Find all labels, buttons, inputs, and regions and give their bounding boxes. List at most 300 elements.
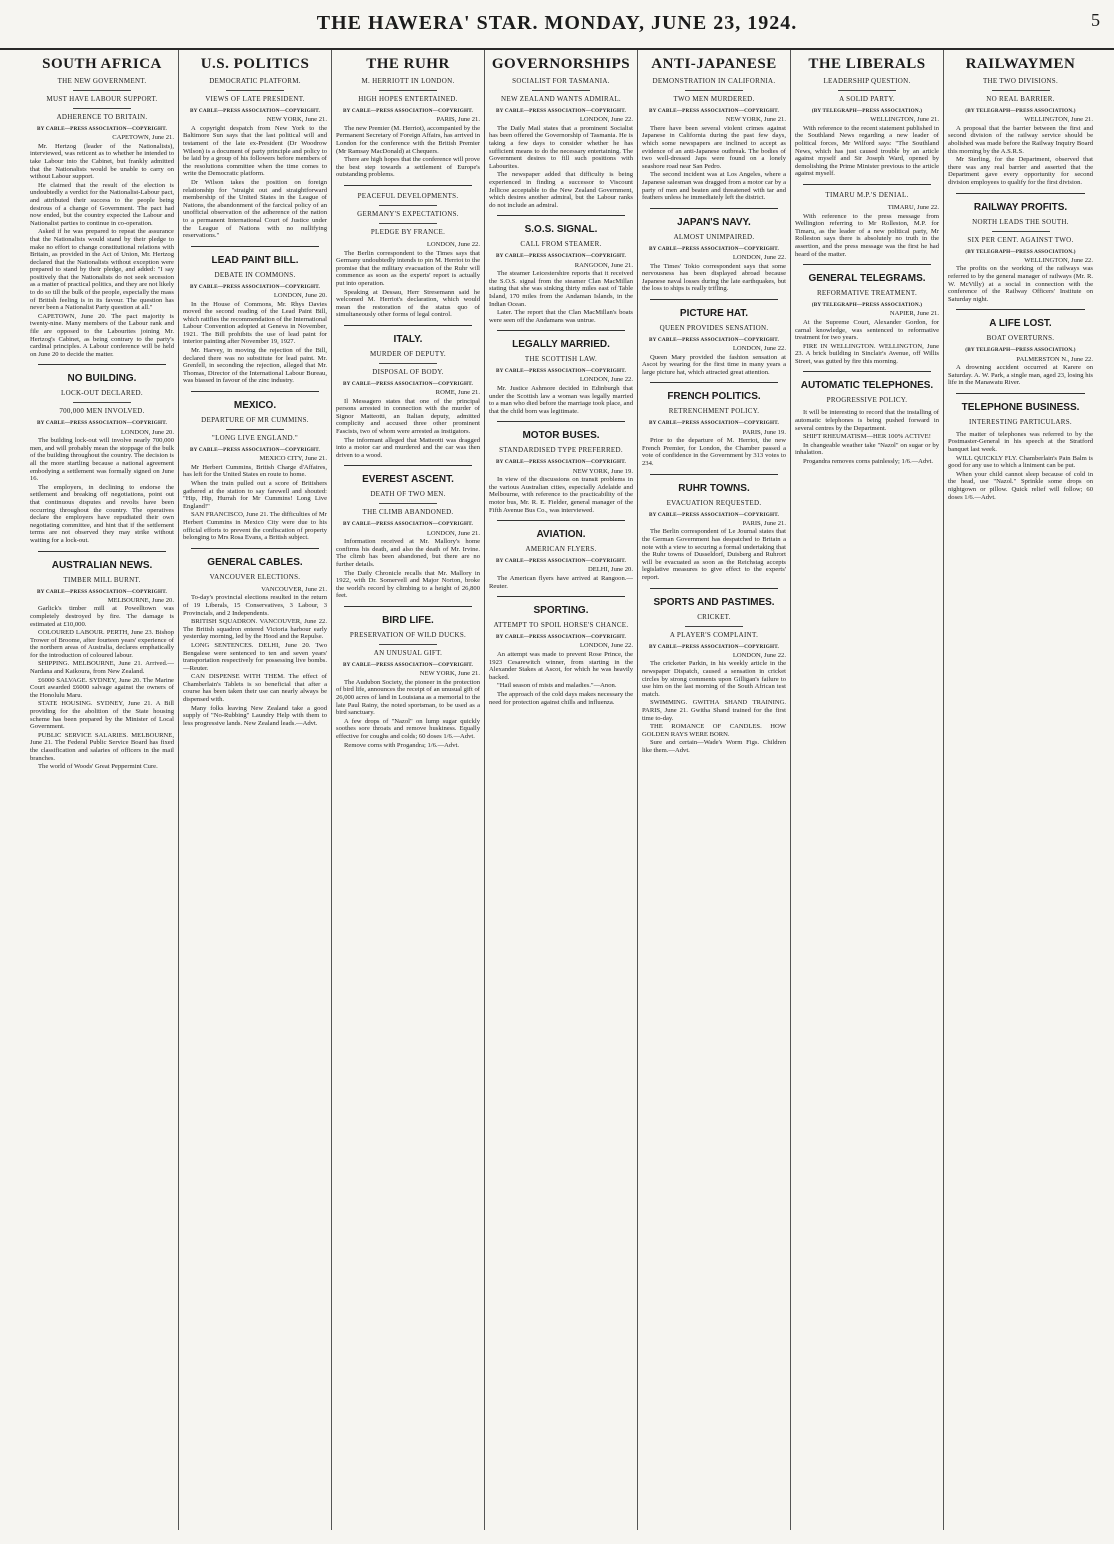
news-article [336,56,480,179]
article-dateline: CAPETOWN, June 21. [112,134,174,142]
article-headline: RUHR TOWNS. [678,482,750,494]
news-article [336,606,480,749]
article-paragraph: WILL QUICKLY FLY. Chamberlain's Pain Balm is good for any use to which a liniment can be put. [948,454,1093,470]
news-article [336,465,480,600]
subheading-rule [379,223,437,224]
article-headline: FRENCH POLITICS. [667,391,761,403]
article-body [642,263,786,293]
article-paragraph: There are high hopes that the conference will prove the best step towards a settlement of Europe's outstanding problems. [336,156,480,179]
subheading-rule [379,90,437,91]
article-subheading: STANDARDISED TYPE PREFERRED. [499,446,623,455]
article-byline: BY CABLE—PRESS ASSOCIATION—COPYRIGHT. [496,459,626,466]
subheading-rule [73,402,131,403]
article-paragraph: The new Premier (M. Herriot), accompanied by the Permanent Secretary of Foreign Affairs, has arrived in London for the conference with the British Premier (Mr Ramsay MacDonald) at Chequers. [336,124,480,155]
article-paragraph: Dr Wilson takes the position on foreign relationship for "straight out and straightforward membership of the United States in the League of Nations, the abandonment of the farcical policy of an unofficial observation of the adherence of the nation to a permanent International Court of Justice under the League of Nations with no nullifying reservations." [183,178,327,240]
article-separator [191,391,319,392]
article-byline: (BY TELEGRAPH—PRESS ASSOCIATION.) [965,347,1076,354]
article-dateline: NEW YORK, June 21. [419,670,480,678]
article-dateline: PARIS, June 21. [742,519,786,527]
article-separator [650,299,778,300]
article-paragraph: Later. The report that the Clan MacMillan's boats were seen off the Andamans was untrue. [489,309,633,324]
article-paragraph: In view of the discussions on transit problems in the various Australian cities, especially Adelaide and Melbourne, with reference to the practicability of the motor bus, Mr. R. E. Fielder, general manager of the Fifth Avenue Bus Co., was interviewed. [489,476,633,514]
article-byline: BY CABLE—PRESS ASSOCIATION—COPYRIGHT. [190,447,320,454]
article-subheading: A PLAYER'S COMPLAINT. [669,630,759,639]
article-paragraph: A copyright despatch from New York to the Baltimore Sun says that the last political will and testament of the late ex-President (Dr Woodrow Wilson) is a document of party principle and policy to be laid by a group of his followers before members of the resolutions committee when the time comes to write the Democratic platform. [183,124,327,178]
news-article [948,56,1093,187]
article-paragraph: Many folks leaving New Zealand take a good supply of "No-Rubbing" Laundry Help with them to less progressive lands. New Zealand leads.—Advt. [183,704,327,727]
article-dateline: LONDON, June 21. [426,529,480,537]
article-paragraph: The Daily Mail states that a prominent Socialist has been offered the Governorship of Tasmania. He is taking a few days to consider whether he has sufficient means to do the necessary entertaining. The Government desires to fill such positions with Labourites. [489,124,633,170]
article-body [489,270,633,324]
article-body [795,319,939,366]
article-separator [38,364,166,365]
article-byline: BY CABLE—PRESS ASSOCIATION—COPYRIGHT. [496,634,626,641]
subheading-rule [685,90,743,91]
article-subheading: SOCIALIST FOR TASMANIA. [512,77,610,85]
article-headline: MOTOR BUSES. [522,430,600,442]
article-dateline: WELLINGTON, June 22. [1024,256,1093,264]
subheading-rule [226,90,284,91]
news-article [489,215,633,324]
article-body [795,125,939,178]
article-separator [803,264,931,265]
article-headline: ANTI-JAPANESE [651,56,777,72]
article-dateline: LONDON, June 20. [120,428,174,436]
article-subheading: QUEEN PROVIDES SENSATION. [659,323,769,332]
article-headline: SPORTS AND PASTIMES. [653,596,775,608]
article-body [336,538,480,600]
article-headline: JAPAN'S NAVY. [677,216,751,228]
article-subheading: PRESERVATION OF WILD DUCKS. [349,630,467,639]
article-byline: BY CABLE—PRESS ASSOCIATION—COPYRIGHT. [37,126,167,132]
article-byline: BY CABLE—PRESS ASSOCIATION—COPYRIGHT. [190,108,320,114]
page-number: 5 [1091,10,1100,30]
news-column [332,50,485,1530]
article-separator [650,474,778,475]
newspaper-title: THE HAWERA' STAR. MONDAY, JUNE 23, 1924. [316,12,798,34]
article-paragraph: At the Supreme Court, Alexander Gordon, for carnal knowledge, was sentenced to reformative treatment for two years. [795,318,939,342]
article-subheading: ALMOST UNIMPAIRED. [673,232,755,241]
article-paragraph: Il Messagero states that one of the principal persons arrested in connection with the murder of Signor Matteotti, an Italian deputy, admitted complicity and accused three other prominent Fascists, two of whom were arrested as instigators. [336,397,480,436]
article-paragraph: The informant alleged that Matteotti was dragged into a motor car and murdered and the car was then driven to a wood. [336,436,480,459]
article-body [489,125,633,210]
news-article [642,474,786,582]
article-subheading: HIGH HOPES ENTERTAINED. [358,95,458,103]
article-body [642,528,786,581]
news-article [642,588,786,755]
article-body [183,125,327,240]
article-separator [956,309,1085,310]
article-paragraph: Sure and certain—Wade's Worm Figs. Children like them.—Advt. [642,739,786,754]
article-separator [344,185,472,186]
article-subheading: LEADERSHIP QUESTION. [823,77,911,85]
article-paragraph: When the train pulled out a score of Britishers gathered at the station to say farewell and shouted: "Hip, Hip, Hurrah for Mr Cummins! Long Live England!" [183,480,327,510]
masthead [0,0,1114,50]
article-byline: BY CABLE—PRESS ASSOCIATION—COPYRIGHT. [343,521,473,528]
article-headline: THE LIBERALS [808,56,926,72]
article-byline: BY CABLE—PRESS ASSOCIATION—COPYRIGHT. [649,420,779,427]
article-body [336,398,480,460]
article-dateline: LONDON, June 22. [732,345,786,353]
article-separator [650,382,778,383]
article-paragraph: Speaking at Dessau, Herr Stresemann said he welcomed M. Herriot's declaration, which would mean the restoration of the status quo of simultaneously other forms of legal control. [336,288,480,319]
news-article [30,551,174,771]
article-subheading: AN UNUSUAL GIFT. [373,648,443,657]
article-headline: S.O.S. SIGNAL. [524,224,598,236]
article-headline: EVEREST ASCENT. [362,474,454,486]
article-subheading: THE NEW GOVERNMENT. [57,77,147,85]
article-separator [956,393,1085,394]
article-paragraph: SHIFT RHEUMATISM—HER 100% ACTIVE! [803,433,931,441]
news-article [948,309,1093,387]
article-body [948,364,1093,387]
article-body [948,431,1093,501]
article-paragraph: SAN FRANCISCO, June 21. The difficulties of Mr Herbert Cummins in Mexico City were due to his official efforts to prevent the confiscation of property belonging to Mrs Rosa Evans, a British subject. [183,511,327,542]
article-paragraph: The world of Woods' Great Peppermint Cure. [38,763,158,771]
news-article [795,184,939,258]
article-subheading: NORTH LEADS THE SOUTH. [972,217,1069,226]
article-paragraph: When your child cannot sleep because of cold in the head, use "Nazol." Sprinkle some drops on nightgown or pillow. Quick relief will follow; 60 doses 1/6.—Advt. [948,470,1093,501]
subheading-rule [379,503,437,504]
article-paragraph: Remove corns with Progandra; 1/6.—Advt. [344,741,460,749]
article-headline: A LIFE LOST. [989,318,1052,330]
article-subheading: A SOLID PARTY. [839,95,895,103]
news-article [30,56,174,358]
article-paragraph: SHIPPING. MELBOURNE, June 21. Arrived.—Nardana and Kaikoura, from New Zealand. [30,660,174,676]
news-article [642,56,786,202]
article-separator [956,193,1085,194]
subheading-rule [379,644,437,645]
news-article [336,185,480,319]
article-headline: GENERAL TELEGRAMS. [808,273,926,285]
article-subheading: TWO MEN MURDERED. [673,95,755,103]
news-column [485,50,638,1530]
article-subheading: DEPARTURE OF MR CUMMINS. [201,416,309,425]
article-paragraph: The Audubon Society, the pioneer in the protection of bird life, announces the receipt of an unusual gift of 26,000 acres of land in Louisiana as a memorial to the late Paul Rainy, the noted sportsman, to be used as a bird sanctuary. [336,678,480,717]
article-dateline: NEW YORK, June 19. [572,467,633,475]
article-subheading: PLEDGE BY FRANCE. [370,227,446,236]
article-paragraph: Mr. Hertzog (leader of the Nationalists), interviewed, was reticent as to whether he intended to take Labour into the Cabinet, but frankly admitted that the Nationalists would be unable to carry on without Labour support. [30,142,174,181]
article-subheading: NO REAL BARRIER. [986,95,1055,103]
news-article [489,330,633,415]
subheading-rule [226,429,284,430]
article-body [336,250,480,319]
article-dateline: LONDON, June 22. [732,651,786,659]
subheading-rule [685,626,743,627]
article-body [948,125,1093,187]
article-subheading: TIMBER MILL BURNT. [63,575,141,584]
article-separator [650,208,778,209]
news-article [183,246,327,385]
news-column [26,50,179,1530]
article-subheading: GERMANY'S EXPECTATIONS. [357,209,459,218]
article-headline: GOVERNORSHIPS [491,56,631,72]
article-paragraph: LONG SENTENCES. DELHI, June 20. Two Bengalese were sentenced to ten and seven years' transportation respectively for possessing live bombs.—Reuter. [183,641,327,672]
article-paragraph: Mr Sterling, for the Department, observed that there was any real barrier and asserted that the Department gave every opportunity for second division employees to qualify for the first division. [948,156,1093,186]
article-dateline: MEXICO CITY, June 21. [259,455,327,463]
article-paragraph: Mr. Harvey, in moving the rejection of the Bill, declared there was no substitute for lead paint. Mr. Grenfell, in seconding the rejection, alleged that Mr. Thomas, Director of the International Labour Bureau, was biassed in favour of the zinc industry. [183,347,327,385]
subheading-rule [532,90,590,91]
article-dateline: NEW YORK, June 21. [266,116,327,124]
article-subheading: BOAT OVERTURNS. [986,334,1055,343]
article-headline: RAILWAYMEN [965,56,1076,72]
article-subheading: DEMONSTRATION IN CALIFORNIA. [652,77,776,85]
article-headline: PICTURE HAT. [679,307,749,319]
article-separator [38,551,166,552]
article-subheading: DEMOCRATIC PLATFORM. [209,77,301,85]
article-subheading: M. HERRIOTT IN LONDON. [361,77,455,85]
article-body [489,385,633,415]
article-subheading: 700,000 MEN INVOLVED. [59,407,145,416]
news-article [183,56,327,240]
article-paragraph: An attempt was made to prevent Rose Prince, the 1923 Cesarewitch winner, from starting in the Alexander Stakes at Ascot, for which he was heavily backed. [489,651,633,681]
article-byline: BY CABLE—PRESS ASSOCIATION—COPYRIGHT. [496,368,626,375]
article-separator [803,184,931,185]
subheading-rule [838,90,896,91]
news-article [642,208,786,293]
article-paragraph: Mr Herbert Cummins, British Charge d'Affaires, has left for the United States en route to home. [183,463,327,479]
news-article [489,421,633,514]
article-dateline: VANCOUVER, June 21. [261,585,327,593]
article-subheading: ATTEMPT TO SPOIL HORSE'S CHANCE. [493,621,629,630]
article-paragraph: It will be interesting to record that the installing of automatic telephones is being pushed forward in several centres by the Department. [795,409,939,432]
article-byline: (BY TELEGRAPH—PRESS ASSOCIATION.) [965,108,1076,114]
news-article [948,193,1093,304]
article-dateline: PALMERSTON N., June 22. [1016,355,1093,363]
article-dateline: LONDON, June 22. [426,240,480,248]
article-headline: THE RUHR [366,56,450,72]
news-article [183,548,327,728]
article-subheading: MUST HAVE LABOUR SUPPORT. [46,95,158,103]
news-article [183,391,327,542]
article-subheading: SIX PER CENT. AGAINST TWO. [967,235,1074,244]
article-dateline: NEW YORK, June 21. [725,116,786,124]
news-article [30,364,174,544]
article-byline: BY CABLE—PRESS ASSOCIATION—COPYRIGHT. [496,558,626,565]
article-separator [344,606,472,607]
article-separator [191,548,319,549]
article-body [183,464,327,542]
news-article [795,56,939,178]
article-paragraph: £6000 SALVAGE. SYDNEY, June 20. The Marine Court awarded £6000 salvage against the owners of the Honolulu Maru. [30,676,174,699]
article-dateline: WELLINGTON, June 21. [1024,116,1093,124]
news-article [795,371,939,465]
news-article [642,299,786,377]
article-separator [497,215,625,216]
article-headline: TELEPHONE BUSINESS. [961,401,1080,413]
article-body [489,651,633,706]
article-byline: BY CABLE—PRESS ASSOCIATION—COPYRIGHT. [649,643,779,650]
article-body [30,143,174,359]
article-dateline: TIMARU, June 22. [887,203,939,211]
article-paragraph: The American flyers have arrived at Rangoon.—Reuter. [489,575,633,590]
article-dateline: LONDON, June 22. [732,253,786,261]
article-paragraph: With reference to the recent statement published in the Southland News regarding a new leader of political forces, Mr Wilford says: "The Southland News, which has just caused trouble by an article against myself and Sir Joseph Ward, opened by demolishing the Prime Minister previous to the article against myself. [795,124,939,178]
article-byline: BY CABLE—PRESS ASSOCIATION—COPYRIGHT. [496,108,626,114]
article-subheading: THE CLIMB ABANDONED. [362,508,454,517]
article-subheading: ADHERENCE TO BRITAIN. [56,113,148,121]
article-byline: BY CABLE—PRESS ASSOCIATION—COPYRIGHT. [649,108,779,114]
article-body [795,213,939,259]
article-byline: (BY TELEGRAPH—PRESS ASSOCIATION.) [965,248,1076,255]
subheading-rule [379,205,437,206]
article-byline: BY CABLE—PRESS ASSOCIATION—COPYRIGHT. [343,661,473,668]
article-paragraph: To-day's provincial elections resulted in the return of 19 Liberals, 15 Conservatives, 3 Labour, 3 Provincials, and 2 Independents. [183,594,327,617]
article-subheading: AMERICAN FLYERS. [525,545,597,554]
article-separator [344,325,472,326]
article-byline: BY CABLE—PRESS ASSOCIATION—COPYRIGHT. [37,588,167,595]
article-paragraph: Queen Mary provided the fashion sensation at Ascot by wearing for the first time in many years a large picture hat, which attracted great attention. [642,353,786,376]
article-headline: U.S. POLITICS [200,56,310,72]
news-article [489,520,633,590]
news-column [791,50,944,1530]
news-column [638,50,791,1530]
article-subheading: THE TWO DIVISIONS. [982,77,1059,85]
article-separator [803,371,931,372]
article-paragraph: In the House of Commons, Mr. Rhys Davies moved the second reading of the Lead Paint Bill, which ratifies the recommendation of the International Labour Convention adopted at Geneva in November, 1921. The Bill prohibits the use of lead paint for interior painting after November 19, 1927. [183,300,327,346]
news-column [944,50,1097,1530]
article-paragraph: A proposal that the barrier between the first and second division of the railway service should be abolished was made before the Railway Inquiry Board this morning by the A.S.R.S. [948,124,1093,155]
article-body [642,125,786,202]
article-paragraph: BRITISH SQUADRON. VANCOUVER, June 22. The British squadron entered Victoria harbour early yesterday morning, led by the Hood and the Repulse. [183,618,327,641]
article-paragraph: With reference to the press message from Wellington referring to Mr Rolleston, M.P. for Timaru, as the leader of a new political party, Mr Rolleston says there is absolutely no truth in the assertion, and the press message was the first he had heard of the matter. [795,212,939,258]
article-dateline: PARIS, June 19. [742,428,786,436]
article-body [30,605,174,770]
article-body [795,409,939,465]
article-paragraph: Mr. Justice Ashmore decided in Edinburgh that under the Scottish law a woman was legally married to a man who died before the marriage took place, and that the child born was legitimate. [489,385,633,415]
article-dateline: LONDON, June 20. [273,291,327,299]
article-subheading: DEBATE IN COMMONS. [214,270,296,279]
article-headline: AUTOMATIC TELEPHONES. [800,380,934,392]
article-subheading: CALL FROM STEAMER. [520,240,602,249]
news-article [336,325,480,460]
article-paragraph: The Daily Chronicle recalls that Mr. Mallory in 1922, with Dr. Somervell and Major Norton, broke the world's record by climbing to a height of 26,800 feet. [336,569,480,600]
article-paragraph: The Times' Tokio correspondent says that some nervousness has been displayed abroad because Japanese naval losses during the late earthquakes, but the loss to ships is really trifling. [642,262,786,293]
article-paragraph: The Berlin correspondent of Le Journal states that the German Government has despatched to Britain a note with a view to securing a formal undertaking that the Ruhr towns of Dusseldorf, Duisberg and Ruhrort will be evacuated as soon as the Reichstag accepts legislative measures to give effect to the experts' report. [642,528,786,582]
article-headline: AVIATION. [536,529,586,541]
article-dateline: ROME, June 21. [435,389,480,397]
article-paragraph: The approach of the cold days makes necessary the need for protection against chills and influenza. [489,690,633,706]
article-paragraph: The matter of telephones was referred to by the Postmaster-General in his speech at the Stratford banquet last week. [948,430,1093,454]
article-paragraph: A drowning accident occurred at Karere on Saturday. A. W. Park, a single man, aged 23, losing his life in the Manawatu River. [948,364,1093,387]
article-paragraph: Progandra removes corns painlessly; 1/6.—Advt. [803,458,934,466]
article-separator [497,596,625,597]
article-paragraph: SWIMMING. GWITHA SHAND TRAINING. PARIS, June 21. Gwitha Shand trained for the first time to-day. [642,699,786,722]
article-body [336,125,480,179]
news-article [642,382,786,467]
article-separator [497,520,625,521]
news-article [489,56,633,209]
article-subheading: TIMARU M.P.'S DENIAL. [825,190,909,199]
article-paragraph: A few drops of "Nazol" on lump sugar quickly soothes sore throats and remove huskiness. Equally effective for coughs and colds; 60 doses 1/6.—Advt. [336,717,480,740]
article-paragraph: The Berlin correspondent to the Times says that Germany undoubtedly intends to pin M. Herriot to the promise that the military evacuation of the Ruhr will commence as soon as the experts' report is actually put into operation. [336,249,480,287]
news-article [948,393,1093,501]
article-dateline: LONDON, June 22. [579,642,633,650]
article-dateline: LONDON, June 22. [579,116,633,124]
article-paragraph: FIRE IN WELLINGTON. WELLINGTON, June 23. A brick building in Sinclair's Avenue, off Willis Street, was gutted by fire this morning. [795,342,939,365]
article-paragraph: STATE HOUSING. SYDNEY, June 21. A Bill providing for the abolition of the State housing scheme has been prepared by the Minister of Local Government. [30,700,174,731]
article-paragraph: The profits on the working of the railways was referred to by the general manager of railways (Mr. R. W. McVilly) at a social in connection with the conference of the Railway Officers' Institute on Saturday night. [948,265,1093,303]
article-headline: RAILWAY PROFITS. [973,201,1068,213]
article-byline: BY CABLE—PRESS ASSOCIATION—COPYRIGHT. [649,336,779,343]
article-subheading: "LONG LIVE ENGLAND." [211,434,299,443]
news-article [489,596,633,706]
news-article [795,264,939,365]
article-paragraph: The cricketer Parkin, in his weekly article in the newspaper Dispatch, caused a sensation in cricket circles by strong comments upon Gilligan's failure to use him on the last morning of the South African test match. [642,660,786,698]
article-subheading: THE SCOTTISH LAW. [524,355,598,364]
article-separator [497,421,625,422]
article-body [183,594,327,727]
article-separator [497,330,625,331]
article-separator [650,588,778,589]
article-paragraph: THE ROMANCE OF CANDLES. HOW GOLDEN RAYS WERE BORN. [642,723,786,738]
article-body [489,476,633,514]
article-subheading: MURDER OF DEPUTY. [370,349,446,358]
article-body [948,265,1093,303]
article-dateline: PARIS, June 21. [436,116,480,124]
article-subheading: DEATH OF TWO MEN. [370,490,446,499]
article-headline: NO BUILDING. [67,373,137,385]
article-subheading: CRICKET. [697,612,731,621]
article-byline: (BY TELEGRAPH—PRESS ASSOCIATION.) [811,302,923,309]
article-body [336,679,480,749]
article-byline: BY CABLE—PRESS ASSOCIATION—COPYRIGHT. [649,245,779,252]
subheading-rule [992,231,1050,232]
article-headline: AUSTRALIAN NEWS. [51,559,153,571]
article-subheading: NEW ZEALAND WANTS ADMIRAL. [501,95,621,103]
article-subheading: VANCOUVER ELECTIONS. [209,572,301,581]
article-paragraph: The newspaper added that difficulty is being experienced in finding a successor to Viscount Jellicoe acceptable to the New Zealand Government, which desires another admiral, but the Labour ranks do not include an admiral. [489,171,633,209]
article-paragraph: CAPETOWN, June 20. The pact majority is twenty-nine. Many members of the Labour rank and file are opposed to the Labourites joining Mr. Hertzog's Cabinet, as being contrary to the party's cardinal principles. A Labour conference will be held on June 20 to decide the matter. [30,312,174,358]
article-subheading: DISPOSAL OF BODY. [372,367,444,376]
subheading-rule [73,90,131,91]
article-byline: BY CABLE—PRESS ASSOCIATION—COPYRIGHT. [343,380,473,387]
article-byline: BY CABLE—PRESS ASSOCIATION—COPYRIGHT. [496,253,626,260]
article-byline: BY CABLE—PRESS ASSOCIATION—COPYRIGHT. [190,283,320,290]
article-byline: (BY TELEGRAPH—PRESS ASSOCIATION.) [811,108,923,114]
article-separator [344,465,472,466]
article-subheading: LOCK-OUT DECLARED. [61,389,143,398]
article-headline: LEAD PAINT BILL. [211,254,299,266]
article-paragraph: There have been several violent crimes against Japanese in California during the past few days, which some newspapers are inclined to accept as evidence of an anti-Japanese outbreak. The bodies of two well-dressed Japs were found on a lonely seashore road near San Pedro. [642,124,786,170]
article-paragraph: He claimed that the result of the election is undoubtedly a verdict for the Nationalist-Labour pact, and attributed their success to the people being desirous of a change of Government. The pact had now ended, but the country expected the Labour and Nationalist parties to continue in co-operation. [30,181,174,227]
article-body [642,354,786,377]
article-headline: LEGALLY MARRIED. [512,339,610,351]
article-paragraph: Asked if he was prepared to repeat the assurance that the Nationalists would stand by their pledge to make no effort to change constitutional relations with Britain, as provided in the Act of Union, Mr. Hertzog declared that the Nationalists without exception were prepared to stand by their pledge, and added: "I say positively that the Nationalists do not seek secession as a matter of practical politics, and they are not likely to do so till the bulk of the people, especially the mass of British feeling is in its favour. The question has never been a Nationalist Party question at all." [30,228,174,312]
article-subheading: PROGRESSIVE POLICY. [826,396,908,405]
article-headline: SOUTH AFRICA [42,56,162,72]
article-dateline: LONDON, June 22. [579,376,633,384]
article-body [30,437,174,544]
article-body [489,575,633,590]
subheading-rule [73,108,131,109]
article-subheading: EVACUATION REQUESTED. [666,498,762,507]
news-column [179,50,332,1530]
article-paragraph: Information received at Mr. Mallory's home confirms his death, and also the death of Mr. Irvine. The climb has been abandoned, but there are no further details. [336,538,480,569]
article-dateline: NAPIER, June 21. [889,310,939,318]
article-subheading: INTERESTING PARTICULARS. [969,417,1072,426]
article-paragraph: COLOURED LABOUR. PERTH, June 23. Bishop Trower of Broome, after fourteen years' experience of the northern areas of Australia, declares emphatically for the introduction of coloured labour. [30,629,174,659]
article-paragraph: The second incident was at Los Angeles, where a Japanese salesman was dragged from a motor car by a party of men and beaten and threatened with tar and feathers unless he immediately left the district. [642,171,786,202]
article-paragraph: The employers, in declining to endorse the settlement and breaking off negotiations, point out that continuous disputes and revolts have been occurring throughout the country. The operatives declare the employers have repudiated their own negotiating committee, and hint that if the settlement terms are not observed they may strike without waiting for a lock-out. [30,483,174,544]
article-headline: ITALY. [393,333,423,345]
article-subheading: PEACEFUL DEVELOPMENTS. [357,191,459,200]
article-paragraph: CAN DISPENSE WITH THEM. The effect of Chamberlain's Tablets is so beneficial that after a course has been taken their use can nearly always be dispensed with. [183,673,327,704]
article-separator [191,246,319,247]
article-body [183,301,327,386]
article-paragraph: Garlick's timber mill at Powelltown was completely destroyed by fire. The damage is estimated at £10,000. [30,605,174,628]
article-byline: BY CABLE—PRESS ASSOCIATION—COPYRIGHT. [649,511,779,518]
